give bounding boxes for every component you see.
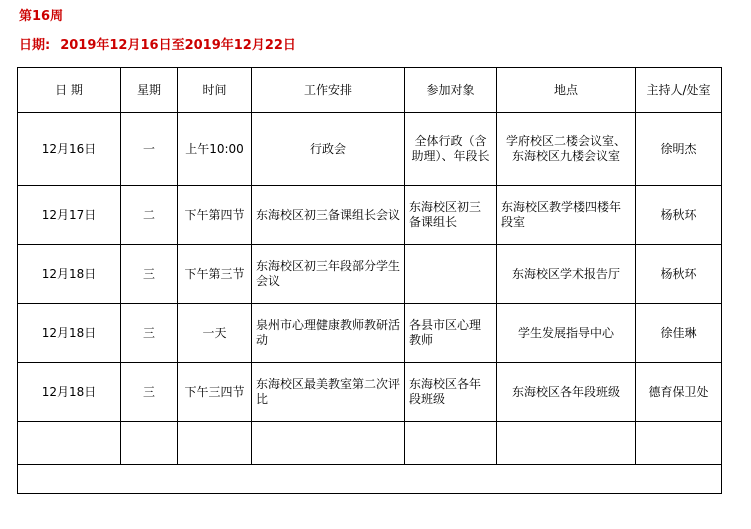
cell-empty xyxy=(497,422,636,465)
cell-weekday: 三 xyxy=(121,245,178,304)
header-weekday: 星期 xyxy=(121,68,178,113)
cell-time: 下午三四节 xyxy=(178,363,252,422)
cell-empty xyxy=(636,422,722,465)
cell-empty xyxy=(18,422,121,465)
header-location: 地点 xyxy=(497,68,636,113)
cell-empty xyxy=(405,422,497,465)
cell-location: 东海校区教学楼四楼年段室 xyxy=(497,186,636,245)
cell-participants: 东海校区初三备课组长 xyxy=(405,186,497,245)
table-row xyxy=(18,363,722,422)
table-footer-row xyxy=(18,465,722,494)
date-label: 日期: xyxy=(19,38,51,53)
cell-date: 12月16日 xyxy=(18,113,121,186)
cell-date: 12月18日 xyxy=(18,304,121,363)
cell-location: 东海校区学术报告厅 xyxy=(497,245,636,304)
cell-time: 上午10:00 xyxy=(178,113,252,186)
cell-task: 行政会 xyxy=(252,113,405,186)
cell-host: 杨秋环 xyxy=(636,186,722,245)
table-row-empty xyxy=(18,422,722,465)
cell-task: 东海校区最美教室第二次评比 xyxy=(252,363,405,422)
table-row xyxy=(18,304,722,363)
header-participants: 参加对象 xyxy=(405,68,497,113)
cell-weekday: 二 xyxy=(121,186,178,245)
cell-location: 学府校区二楼会议室、东海校区九楼会议室 xyxy=(497,113,636,186)
cell-participants: 东海校区各年段班级 xyxy=(405,363,497,422)
cell-date: 12月18日 xyxy=(18,363,121,422)
cell-weekday: 三 xyxy=(121,363,178,422)
cell-weekday: 三 xyxy=(121,304,178,363)
schedule-table xyxy=(17,67,722,494)
cell-host: 徐佳琳 xyxy=(636,304,722,363)
date-range xyxy=(19,37,296,55)
header-host: 主持人/处室 xyxy=(636,68,722,113)
header-task: 工作安排 xyxy=(252,68,405,113)
cell-participants: 各县市区心理教师 xyxy=(405,304,497,363)
cell-location: 东海校区各年段班级 xyxy=(497,363,636,422)
cell-host: 德育保卫处 xyxy=(636,363,722,422)
cell-weekday: 一 xyxy=(121,113,178,186)
cell-time: 下午第四节 xyxy=(178,186,252,245)
cell-time: 一天 xyxy=(178,304,252,363)
week-title: 第16周 xyxy=(19,9,64,24)
date-range-value: 2019年12月16日至2019年12月22日 xyxy=(60,38,296,53)
cell-location: 学生发展指导中心 xyxy=(497,304,636,363)
header-date: 日 期 xyxy=(18,68,121,113)
table-row xyxy=(18,186,722,245)
cell-task: 东海校区初三年段部分学生会议 xyxy=(252,245,405,304)
cell-host: 徐明杰 xyxy=(636,113,722,186)
cell-empty xyxy=(252,422,405,465)
cell-participants: 全体行政（含助理）、年段长 xyxy=(405,113,497,186)
cell-date: 12月18日 xyxy=(18,245,121,304)
cell-footer-empty xyxy=(18,465,722,494)
cell-host: 杨秋环 xyxy=(636,245,722,304)
cell-time: 下午第三节 xyxy=(178,245,252,304)
header-time: 时间 xyxy=(178,68,252,113)
cell-empty xyxy=(178,422,252,465)
cell-task: 泉州市心理健康教师教研活动 xyxy=(252,304,405,363)
cell-date: 12月17日 xyxy=(18,186,121,245)
table-header-row xyxy=(18,68,722,113)
cell-empty xyxy=(121,422,178,465)
table-row xyxy=(18,113,722,186)
cell-participants xyxy=(405,245,497,304)
cell-task: 东海校区初三备课组长会议 xyxy=(252,186,405,245)
table-row xyxy=(18,245,722,304)
